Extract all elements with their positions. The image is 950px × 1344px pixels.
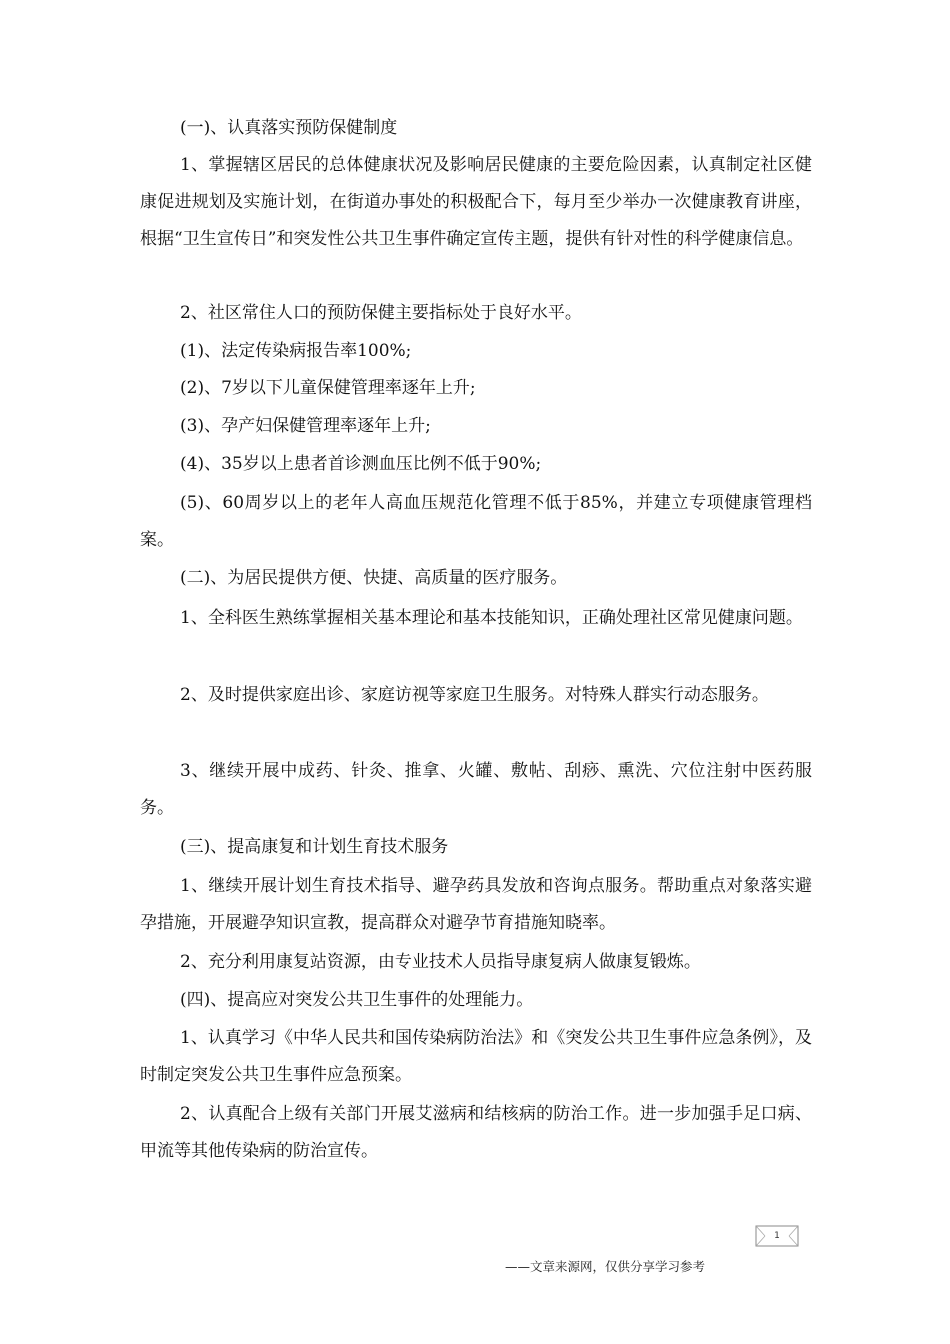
section-heading-3: (三)、提高康复和计划生育技术服务: [180, 837, 449, 857]
section-heading-2: (二)、为居民提供方便、快捷、高质量的医疗服务。: [180, 568, 568, 588]
paragraph: 1、掌握辖区居民的总体健康状况及影响居民健康的主要危险因素，认真制定社区健康促进规划及实施计划，在街道办事处的积极配合下，每月至少举办一次健康教育讲座，根据“卫生宣传日”和突发性公共卫生事件确定宣传主题，提供有针对性的科学健康信息。: [140, 155, 812, 249]
page-number-badge: [755, 1223, 799, 1249]
footer-note: ——文章来源网，仅供分享学习参考: [505, 1259, 706, 1274]
list-item: (5)、60周岁以上的老年人高血压规范化管理不低于85%，并建立专项健康管理档案。: [140, 493, 812, 550]
paragraph: 3、继续开展中成药、针灸、推拿、火罐、敷帖、刮痧、熏洗、穴位注射中医药服务。: [140, 761, 812, 818]
paragraph: 2、及时提供家庭出诊、家庭访视等家庭卫生服务。对特殊人群实行动态服务。: [180, 685, 769, 705]
paragraph: 1、继续开展计划生育技术指导、避孕药具发放和咨询点服务。帮助重点对象落实避孕措施，开展避孕知识宣教，提高群众对避孕节育措施知晓率。: [140, 876, 812, 933]
list-item: (3)、孕产妇保健管理率逐年上升;: [180, 416, 431, 436]
paragraph: 1、认真学习《中华人民共和国传染病防治法》和《突发公共卫生事件应急条例》，及时制定突发公共卫生事件应急预案。: [140, 1028, 812, 1085]
page-number: 1: [774, 1231, 780, 1241]
paragraph: 1、全科医生熟练掌握相关基本理论和基本技能知识，正确处理社区常见健康问题。: [180, 608, 803, 628]
list-item: (1)、法定传染病报告率100%;: [180, 341, 412, 361]
list-item: (4)、35岁以上患者首诊测血压比例不低于90%;: [180, 454, 542, 474]
paragraph: 2、认真配合上级有关部门开展艾滋病和结核病的防治工作。进一步加强手足口病、甲流等其他传染病的防治宣传。: [140, 1104, 812, 1161]
paragraph: 2、社区常住人口的预防保健主要指标处于良好水平。: [180, 303, 582, 323]
list-item: (2)、7岁以下儿童保健管理率逐年上升;: [180, 378, 476, 398]
section-heading-1: (一)、认真落实预防保健制度: [180, 118, 398, 138]
section-heading-4: (四)、提高应对突发公共卫生事件的处理能力。: [180, 990, 534, 1010]
paragraph: 2、充分利用康复站资源，由专业技术人员指导康复病人做康复锻炼。: [180, 952, 701, 972]
